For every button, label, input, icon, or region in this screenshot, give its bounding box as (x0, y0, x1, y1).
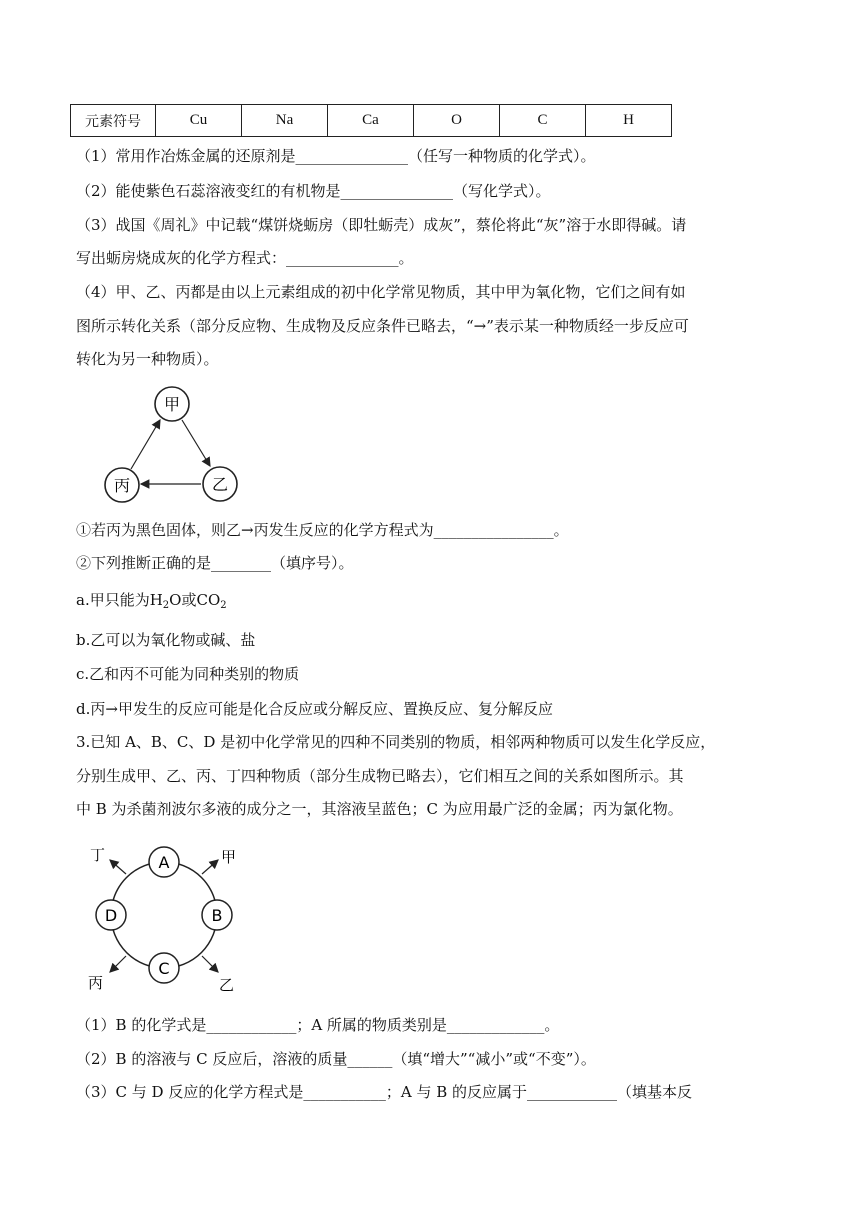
question-line: 写出蛎房烧成灰的化学方程式：_______________。 (76, 249, 414, 267)
node-bing (105, 468, 139, 502)
node-yi (203, 467, 237, 501)
option-a-subscript-2: 2 (220, 600, 227, 611)
reaction-ring-diagram (78, 838, 258, 998)
option-a-text-1: a.甲只能为H (76, 591, 163, 609)
option-a-text-2: O或CO (169, 591, 221, 609)
arrow-to-bing (110, 956, 126, 972)
symbol-cell: C (500, 105, 586, 137)
question-line: 3.已知 A、B、C、D 是初中化学常见的四种不同类别的物质，相邻两种物质可以发生化学反应， (76, 733, 716, 751)
node-b (202, 900, 232, 930)
table-header-cell: 元素符号 (71, 105, 156, 137)
product-bing: 丙 (88, 974, 104, 992)
arrow-to-jia (202, 860, 218, 874)
node-bing-label: 丙 (113, 476, 131, 495)
element-symbol-table (70, 104, 672, 137)
node-yi-label: 乙 (211, 475, 229, 494)
node-a (149, 847, 179, 877)
question-line: 中 B 为杀菌剂波尔多液的成分之一，其溶液呈蓝色；C 为应用最广泛的金属；丙为氯化物。 (76, 800, 683, 818)
option-d: d.丙→甲发生的反应可能是化合反应或分解反应、置换反应、复分解反应 (76, 700, 553, 718)
node-jia-label: 甲 (163, 395, 181, 414)
symbol-cell: O (414, 105, 500, 137)
conversion-triangle-diagram (98, 380, 258, 510)
question-line: （3）战国《周礼》中记载“煤饼烧蛎房（即牡蛎壳）成灰”，蔡伦将此“灰”溶于水即得碱。请 (76, 216, 687, 234)
question-line: 分别生成甲、乙、丙、丁四种物质（部分生成物已略去），它们相互之间的关系如图所示。其 (76, 767, 684, 785)
option-a (76, 590, 227, 616)
arrow-to-yi (202, 956, 218, 972)
node-d-label: D (104, 906, 118, 925)
product-ding: 丁 (90, 846, 106, 864)
symbol-cell: Ca (328, 105, 414, 137)
arrow-bing-to-jia (131, 420, 160, 469)
node-c-label: C (158, 959, 170, 978)
symbol-cell: Cu (156, 105, 242, 137)
option-a-subscript-1: 2 (162, 600, 170, 611)
symbol-cell: Na (242, 105, 328, 137)
question-line: （2）能使紫色石蕊溶液变红的有机物是_______________（写化学式）。 (76, 182, 551, 200)
subquestion-line: （2）B 的溶液与 C 反应后，溶液的质量______（填“增大”“减小”或“不变”）。 (76, 1050, 596, 1068)
subquestion-line: ②下列推断正确的是________（填序号）。 (76, 554, 354, 572)
question-line: （4）甲、乙、丙都是由以上元素组成的初中化学常见物质，其中甲为氧化物，它们之间有如 (76, 283, 686, 301)
ring-circle (111, 862, 217, 968)
subquestion-line: （1）B 的化学式是____________；A 所属的物质类别是_____________。 (76, 1016, 560, 1034)
option-b: b.乙可以为氧化物或碱、盐 (76, 631, 256, 649)
subquestion-line: ①若丙为黑色固体，则乙→丙发生反应的化学方程式为________________。 (76, 521, 569, 539)
question-line: 转化为另一种物质）。 (76, 350, 219, 368)
arrow-to-ding (110, 860, 126, 874)
subquestion-line: （3）C 与 D 反应的化学方程式是___________；A 与 B 的反应属于____________（填基本反 (76, 1083, 693, 1101)
node-b-label: B (211, 906, 223, 925)
node-jia (155, 387, 189, 421)
option-c: c.乙和丙不可能为同种类别的物质 (76, 665, 300, 683)
symbol-cell: H (586, 105, 672, 137)
question-line: （1）常用作冶炼金属的还原剂是_______________（任写一种物质的化学式）。 (76, 147, 596, 165)
product-yi: 乙 (219, 976, 235, 994)
product-jia: 甲 (221, 848, 237, 866)
node-a-label: A (158, 853, 170, 872)
arrow-jia-to-yi (182, 420, 210, 466)
node-d (96, 900, 126, 930)
node-c (149, 953, 179, 983)
question-line: 图所示转化关系（部分反应物、生成物及反应条件已略去，“→”表示某一种物质经一步反应可 (76, 317, 689, 335)
